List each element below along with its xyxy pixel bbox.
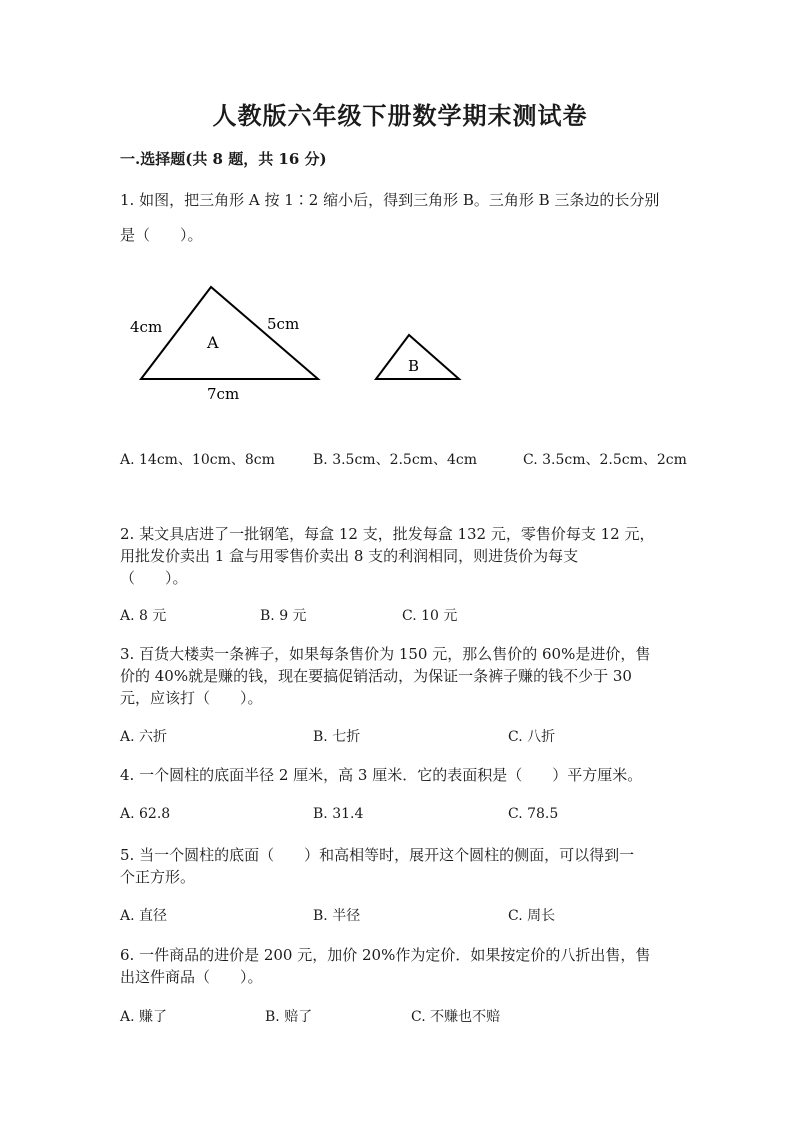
question-3-line-2: 价的 40%就是赚的钱，现在要搞促销活动，为保证一条裤子赚的钱不少于 30 <box>120 667 632 685</box>
question-4-option-b: B. 31.4 <box>313 806 364 822</box>
question-4-option-a: A. 62.8 <box>120 806 171 822</box>
question-2-line-3: （ ）。 <box>120 569 188 587</box>
triangle-a <box>130 287 318 403</box>
triangle-b-label: B <box>408 357 420 375</box>
question-6-option-b: B. 赔了 <box>265 1009 313 1025</box>
question-1-option-b: B. 3.5cm、2.5cm、4cm <box>313 452 477 468</box>
question-6-line-2: 出这件商品（ ）。 <box>120 968 263 986</box>
triangle-a-base-label: 7cm <box>207 385 240 403</box>
question-1-option-c: C. 3.5cm、2.5cm、2cm <box>523 452 687 468</box>
question-5-line-1: 5. 当一个圆柱的底面（ ）和高相等时，展开这个圆柱的侧面，可以得到一 <box>120 846 635 864</box>
question-3-line-3: 元，应该打（ ）。 <box>120 689 263 707</box>
question-2-line-2: 用批发价卖出 1 盒与用零售价卖出 8 支的利润相同，则进货价为每支 <box>120 547 579 565</box>
question-1-line-1: 1. 如图，把三角形 A 按 1∶2 缩小后，得到三角形 B。三角形 B 三条边的长分别 <box>120 191 660 209</box>
section-heading: 一.选择题(共 8 题，共 16 分) <box>120 150 327 168</box>
question-1-line-2: 是（ ）。 <box>120 226 203 244</box>
question-6-line-1: 6. 一件商品的进价是 200 元，加价 20%作为定价．如果按定价的八折出售，售 <box>120 946 651 964</box>
question-5-line-2: 个正方形。 <box>120 868 196 886</box>
question-3-option-c: C. 八折 <box>508 729 556 745</box>
triangle-a-label: A <box>207 333 219 352</box>
triangle-figure <box>130 278 490 408</box>
question-2-option-c: C. 10 元 <box>402 608 458 624</box>
question-2-option-b: B. 9 元 <box>260 608 307 624</box>
question-3-option-a: A. 六折 <box>120 729 168 745</box>
question-5-option-c: C. 周长 <box>508 908 556 924</box>
question-4-option-c: C. 78.5 <box>508 806 559 822</box>
triangle-a-side-left-label: 4cm <box>130 318 163 336</box>
question-6-option-a: A. 赚了 <box>120 1009 168 1025</box>
question-2-option-a: A. 8 元 <box>120 608 167 624</box>
triangle-b <box>376 335 459 379</box>
triangle-a-side-right-label: 5cm <box>267 315 300 333</box>
question-3-line-1: 3. 百货大楼卖一条裤子，如果每条售价为 150 元，那么售价的 60%是进价，售 <box>120 645 651 663</box>
question-5-option-a: A. 直径 <box>120 908 168 924</box>
question-2-line-1: 2. 某文具店进了一批钢笔，每盒 12 支，批发每盒 132 元，零售价每支 12 元， <box>120 525 655 543</box>
question-1-option-a: A. 14cm、10cm、8cm <box>120 452 275 468</box>
question-3-option-b: B. 七折 <box>313 729 361 745</box>
page-title: 人教版六年级下册数学期末测试卷 <box>212 101 588 130</box>
question-4-line-1: 4. 一个圆柱的底面半径 2 厘米，高 3 厘米．它的表面积是（ ）平方厘米。 <box>120 766 643 784</box>
question-6-option-c: C. 不赚也不赔 <box>411 1009 501 1025</box>
question-5-option-b: B. 半径 <box>313 908 361 924</box>
